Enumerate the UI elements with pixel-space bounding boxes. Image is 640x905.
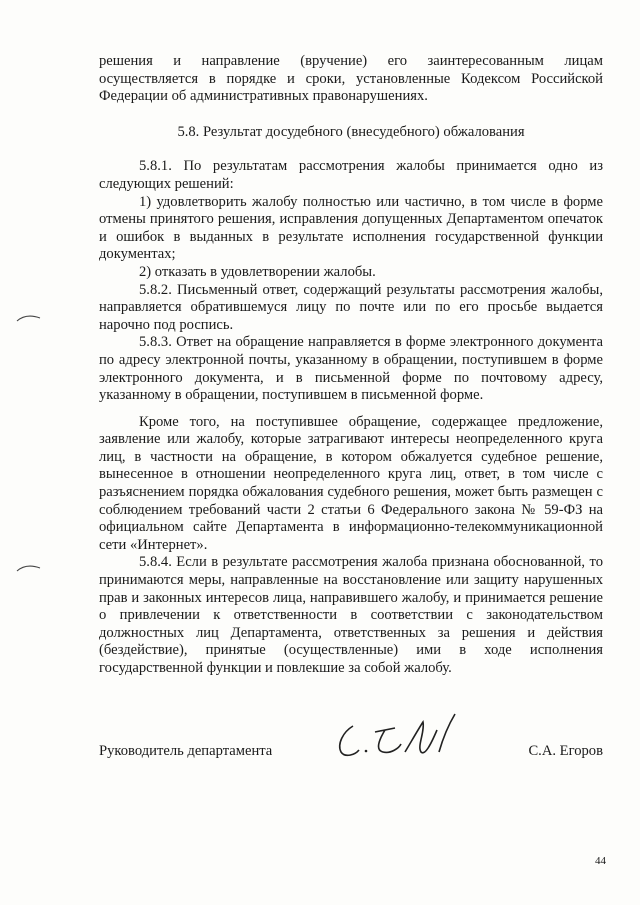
list-item: 2) отказать в удовлетворении жалобы.: [139, 263, 376, 280]
paragraph: Кроме того, на поступившее обращение, содержащее предложение, заявление или жалобу, которые затрагивают интересы неопределенного круга лиц, в частности на обращение, в котором обжалуется судебное решение, вынесенное в отношении неопределенного круга лиц, ответ, в том числе с разъяснением порядка обжалования судебного решения, может быть размещен с соблюдением требований части 2 статьи 6 Федерального закона № 59-ФЗ на официальном сайте Департамента в информационно-телекоммуникационной сети «Интернет».: [99, 413, 603, 553]
paragraph: 5.8.4. Если в результате рассмотрения жалоба признана обоснованной, то принимаются меры, направленные на восстановление или защиту нарушенных прав и законных интересов лица, направившего жалобу, и принимается решение о привлечении к ответственности в соответствии с законодательством должностных лиц Департамента, ответственных за решения и действия (бездействие), принятые (осуществленные) ими в ходе исполнения государственной функции и повлекшие за собой жалобу.: [99, 554, 603, 676]
paragraph: 5.8.2. Письменный ответ, содержащий результаты рассмотрения жалобы, направляется обратившемуся лицу по почте или по его просьбе выдается нарочно под роспись.: [99, 281, 603, 333]
paragraph: 5.8.1. По результатам рассмотрения жалобы принимается одно из следующих решений:: [99, 158, 603, 192]
margin-mark: [16, 562, 42, 574]
list-item: 1) удовлетворить жалобу полностью или частично, в том числе в форме отмены принятого решения, исправления допущенных Департаментом опечаток и ошибок в выданных в результате исполнения государственной функции документах;: [99, 193, 603, 263]
signatory-role: Руководитель департамента: [99, 743, 273, 759]
section-heading: 5.8. Результат досудебного (внесудебного) обжалования: [177, 123, 525, 140]
margin-mark: [16, 312, 42, 324]
signatory-name: С.А. Егоров: [528, 743, 603, 759]
document-body: [99, 53, 603, 678]
paragraph: 5.8.3. Ответ на обращение направляется в форме электронного документа по адресу электронной почты, указанному в обращении, поступившем в форме электронного документа, и в письменной форме по почтовому адресу, указанному в обращении, поступившем в письменной форме.: [99, 334, 603, 404]
signature-block: [99, 743, 603, 767]
page-number: 44: [595, 855, 606, 867]
paragraph: решения и направление (вручение) его заинтересованным лицам осуществляется в порядке и сроки, установленные Кодексом Российской Федерации об административных правонарушениях.: [99, 53, 603, 105]
